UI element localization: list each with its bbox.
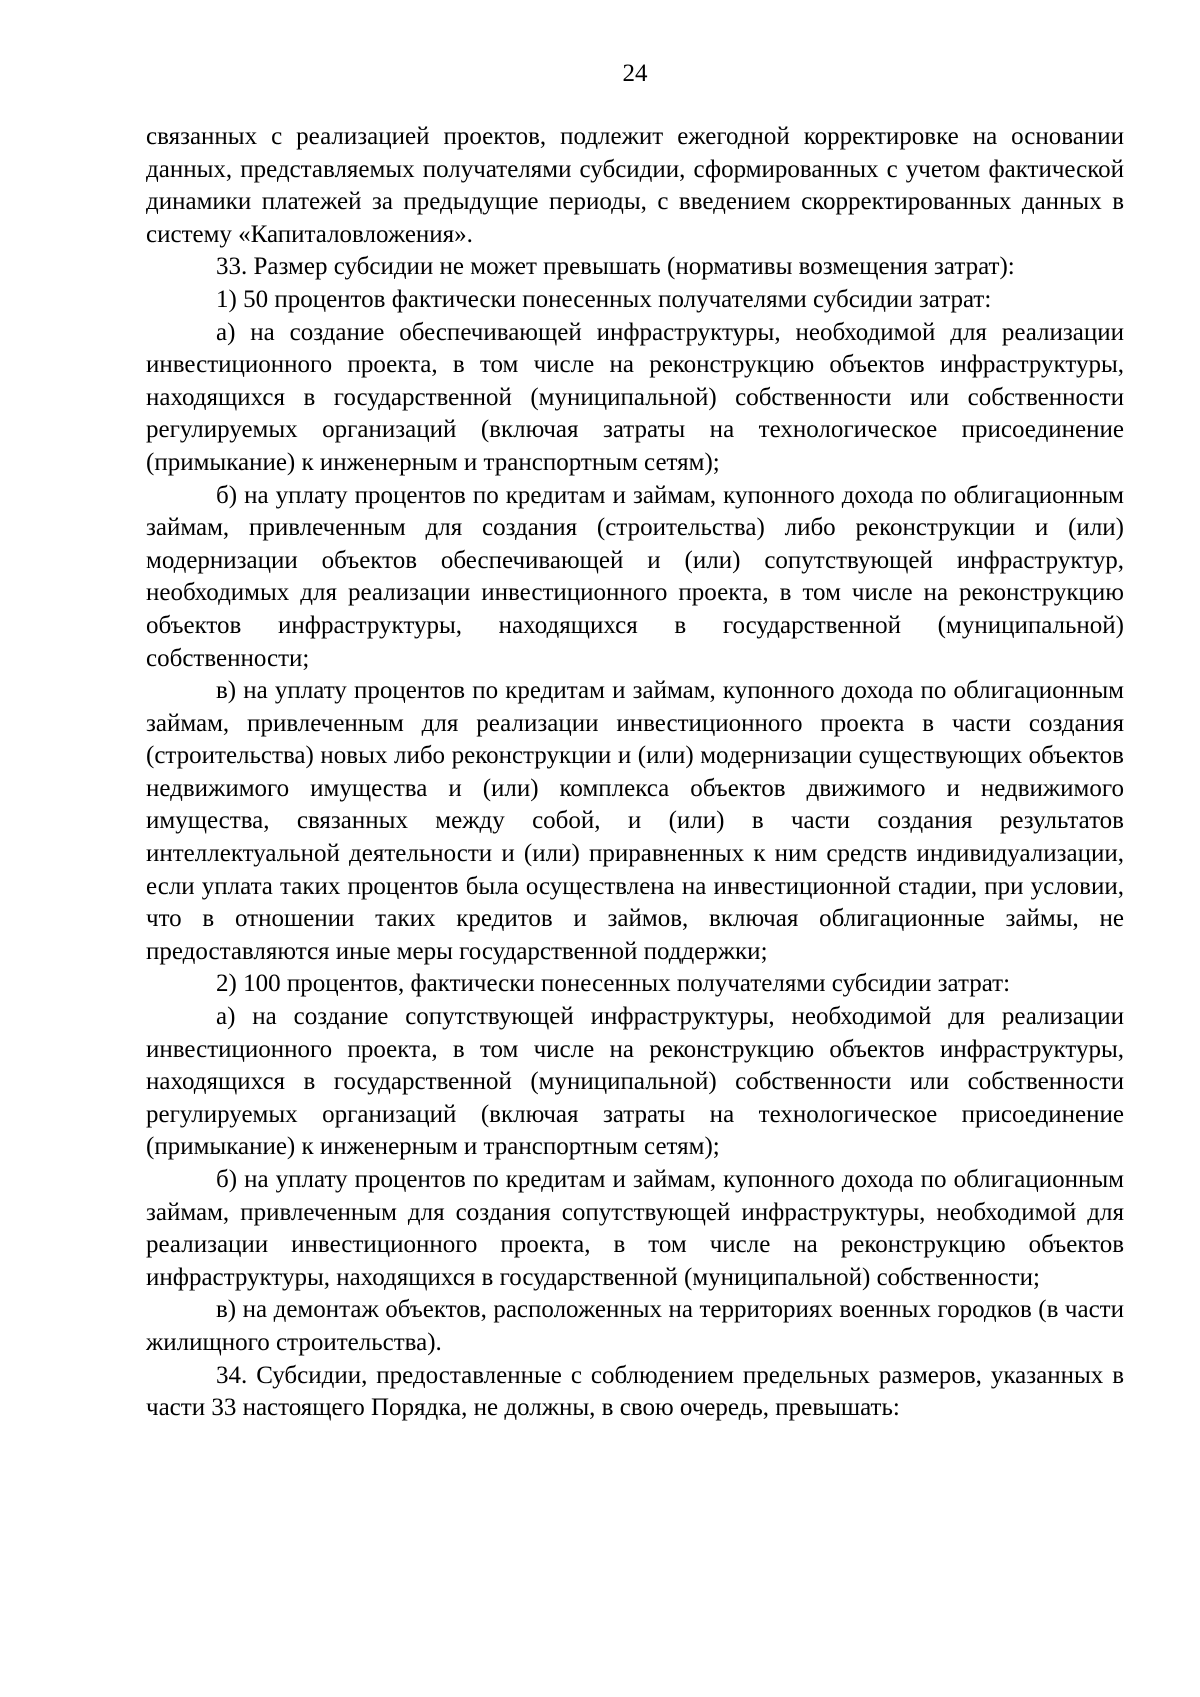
- paragraph-subitem-2b: б) на уплату процентов по кредитам и займам, купонного дохода по облигационным займам, привлеченным для создания сопутствующей инфраструктуры, необходимой для реализации инвестиционного проекта, в том числе на реконструкцию объектов инфраструктуры, находящихся в государственной (муниципальной) собственности;: [146, 1166, 1124, 1291]
- paragraph-subitem-1v: в) на уплату процентов по кредитам и займам, купонного дохода по облигационным займам, привлеченным для реализации инвестиционного проекта в части создания (строительства) новых либо реконструкции и (или) модернизации существующих объектов недвижимого имущества и (или) комплекса объектов движимого и недвижимого имущества, связанных между собой, и (или) в части создания результатов интеллектуальной деятельности и (или) приравненных к ним средств индивидуализации, если уплата таких процентов была осуществлена на инвестиционной стадии, при условии, что в отношении таких кредитов и займов, включая облигационные займы, не предоставляются иные меры государственной поддержки;: [146, 677, 1124, 965]
- page-number: 24: [622, 60, 648, 87]
- document-body: [146, 121, 1124, 1425]
- paragraph-subitem-2v: в) на демонтаж объектов, расположенных на территориях военных городков (в части жилищного строительства).: [146, 1296, 1124, 1356]
- paragraph-subitem-2: 2) 100 процентов, фактически понесенных получателями субсидии затрат:: [216, 970, 1011, 998]
- paragraph-subitem-1b: б) на уплату процентов по кредитам и займам, купонного дохода по облигационным займам, привлеченным для создания (строительства) либо реконструкции и (или) модернизации объектов обеспечивающей и (или) сопутствующей инфраструктур, необходимых для реализации инвестиционного проекта, в том числе на реконструкцию объектов инфраструктуры, находящихся в государственной (муниципальной) собственности;: [146, 481, 1124, 672]
- paragraph-subitem-1a: а) на создание обеспечивающей инфраструктуры, необходимой для реализации инвестиционного проекта, в том числе на реконструкцию объектов инфраструктуры, находящихся в государственной (муниципальной) собственности или собственности регулируемых организаций (включая затраты на технологическое присоединение (примыкание) к инженерным и транспортным сетям);: [146, 318, 1124, 476]
- paragraph-item-34: 34. Субсидии, предоставленные с соблюдением предельных размеров, указанных в части 33 настоящего Порядка, не должны, в свою очередь, превышать:: [146, 1361, 1124, 1422]
- paragraph-continuation: связанных с реализацией проектов, подлежит ежегодной корректировке на основании данных, представляемых получателями субсидии, сформированных с учетом фактической динамики платежей за предыдущие периоды, с введением скорректированных данных в систему «Капиталовложения».: [146, 123, 1124, 248]
- paragraph-item-33: 33. Размер субсидии не может превышать (нормативы возмещения затрат):: [216, 253, 1015, 281]
- paragraph-subitem-1: 1) 50 процентов фактически понесенных получателями субсидии затрат:: [216, 285, 992, 313]
- paragraph-subitem-2a: а) на создание сопутствующей инфраструктуры, необходимой для реализации инвестиционного проекта, в том числе на реконструкцию объектов инфраструктуры, находящихся в государственной (муниципальной) собственности или собственности регулируемых организаций (включая затраты на технологическое присоединение (примыкание) к инженерным и транспортным сетям);: [146, 1003, 1124, 1161]
